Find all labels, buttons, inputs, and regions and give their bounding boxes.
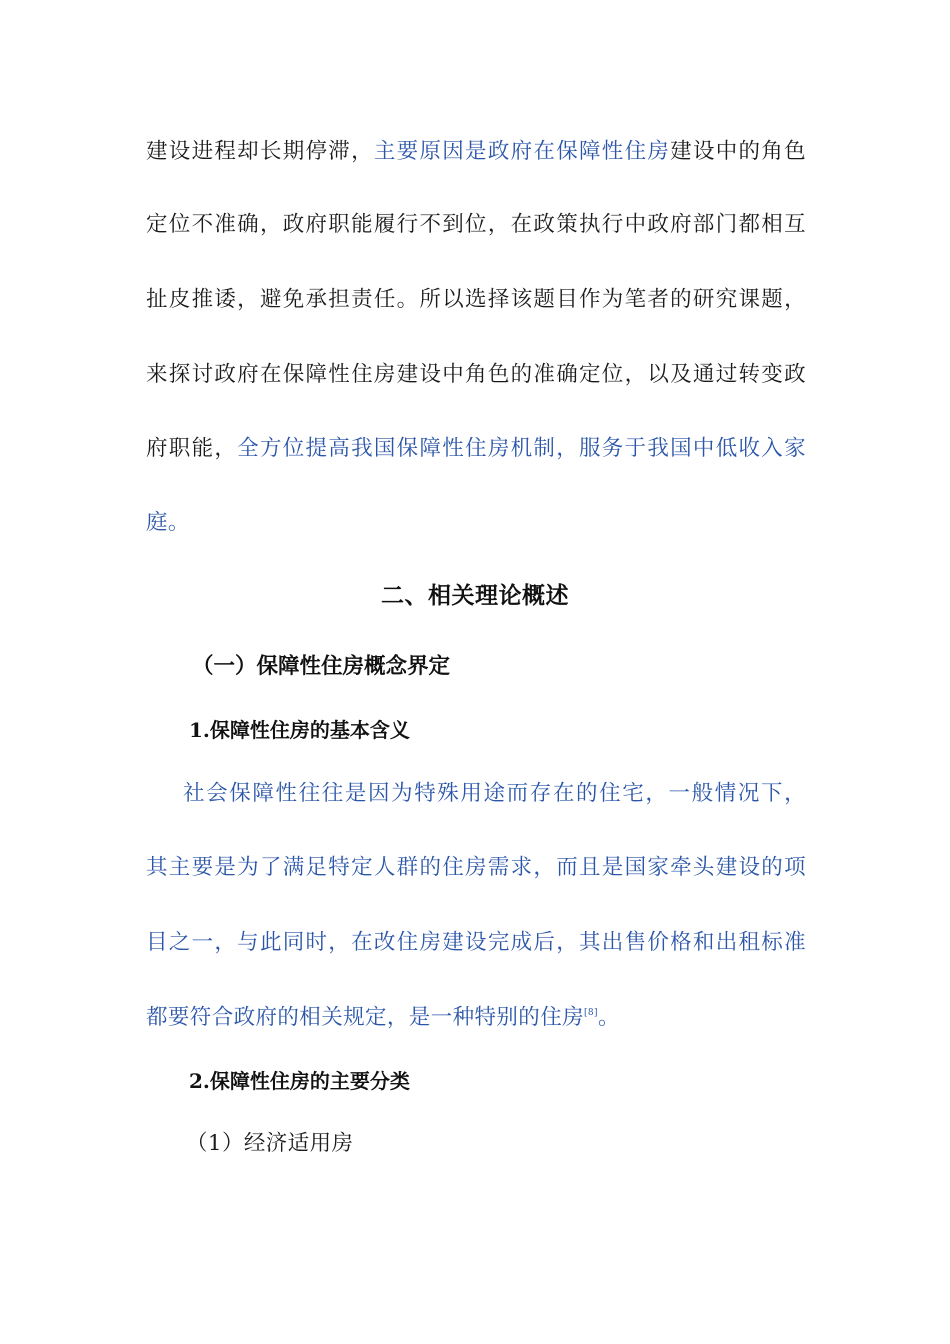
paragraph-1-line-1 — [146, 138, 806, 166]
paragraph-2-text: 都要符合政府的相关规定，是一种特别的住房 — [146, 1005, 585, 1030]
paragraph-1-line-2: 定位不准确，政府职能履行不到位，在政策执行中政府部门都相互 — [146, 212, 806, 237]
paragraph-1-line-3: 扯皮推诿，避免承担责任。所以选择该题目作为笔者的研究课题， — [146, 287, 806, 312]
paragraph-1-line-5 — [146, 435, 806, 463]
paragraph-2-line-2: 其主要是为了满足特定人群的住房需求，而且是国家牵头建设的项 — [146, 855, 806, 880]
paragraph-2-line-4 — [146, 1004, 806, 1032]
paragraph-1-line-6: 庭。 — [146, 510, 190, 535]
list-item-economic-housing: （1）经济适用房 — [186, 1131, 354, 1156]
paragraph-2-line-3: 目之一，与此同时，在改住房建设完成后，其出售价格和出租标准 — [146, 930, 806, 955]
paragraph-1-line-4: 来探讨政府在保障性住房建设中角色的准确定位，以及通过转变政 — [146, 362, 806, 387]
highlighted-text: 主要原因是政府在保障性住房 — [373, 139, 671, 164]
heading-basic-meaning: 1.保障性住房的基本含义 — [189, 718, 410, 742]
paragraph-1-text: 建设中的角色 — [670, 139, 806, 164]
paragraph-1-text: 建设进程却长期停滞， — [146, 139, 374, 164]
citation-marker: [8] — [584, 1008, 598, 1018]
subsection-title: （一）保障性住房概念界定 — [192, 654, 451, 679]
paragraph-2-line-1: 社会保障性往往是因为特殊用途而存在的住宅，一般情况下， — [183, 781, 806, 806]
paragraph-1-text: 府职能， — [146, 436, 238, 461]
paragraph-2-text: 。 — [597, 1005, 620, 1030]
heading-main-categories: 2.保障性住房的主要分类 — [189, 1069, 410, 1093]
section-title: 二、相关理论概述 — [381, 582, 569, 609]
highlighted-text: 全方位提高我国保障性住房机制，服务于我国中低收入家 — [237, 436, 806, 461]
